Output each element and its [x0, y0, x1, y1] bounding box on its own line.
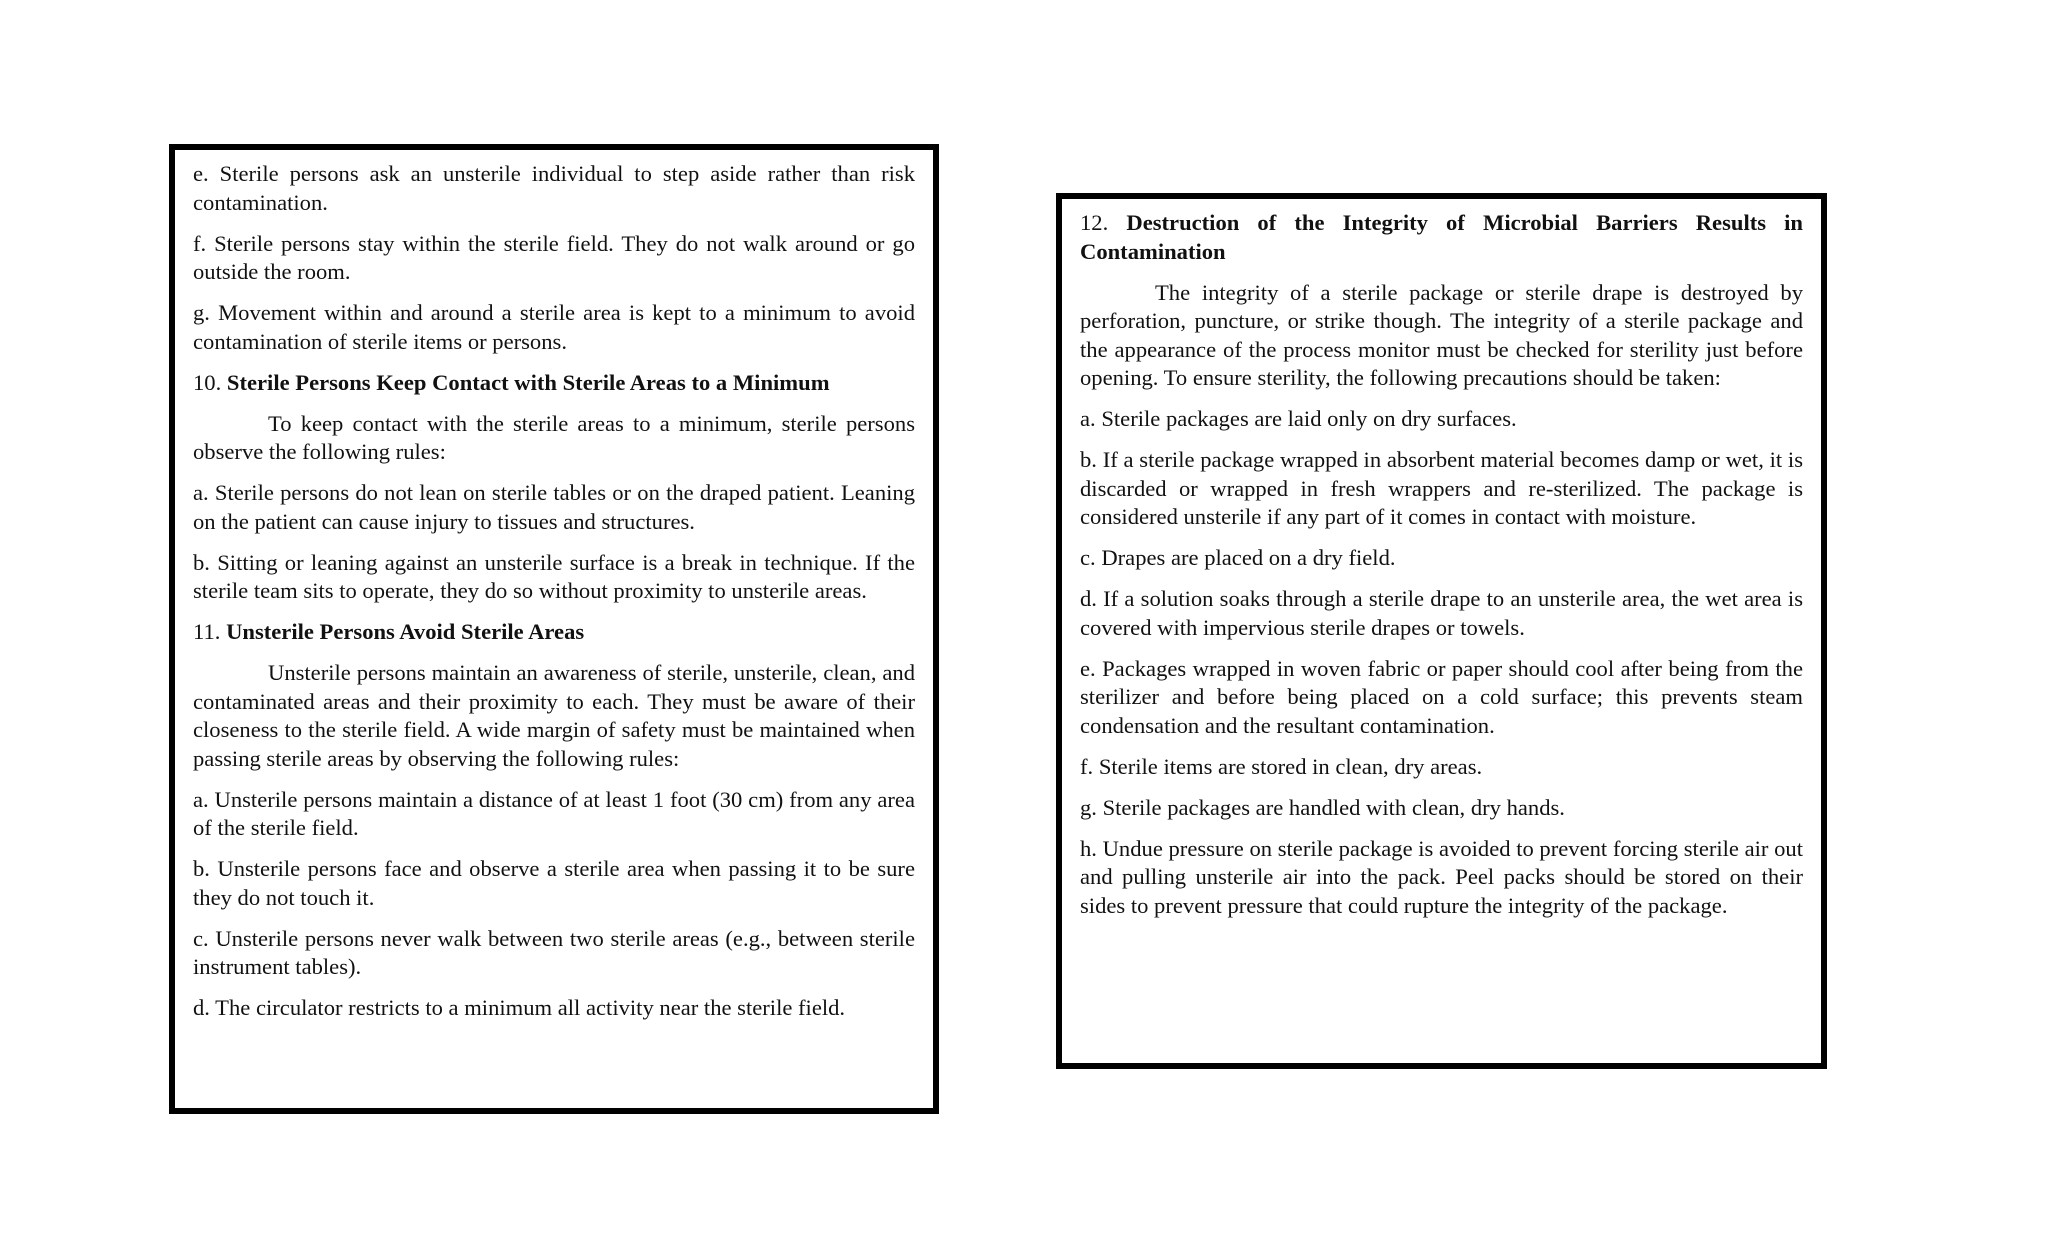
section-intro: Unsterile persons maintain an awareness of sterile, unsterile, clean, and contaminated areas and their proximity to each. They must be aware of their closeness to the sterile field. A wide margin of safety must be maintained when passing sterile areas by observing the following rules: [193, 660, 915, 771]
list-item: f. Sterile items are stored in clean, dry areas. [1080, 753, 1483, 779]
section-number: 12. [1080, 210, 1109, 235]
list-item: b. If a sterile package wrapped in absorbent material becomes damp or wet, it is discarded or wrapped in fresh wrappers and re-sterilized. The package is considered unsterile if any part of it comes in contact with moisture. [1080, 447, 1803, 529]
left-text-panel [169, 144, 939, 1114]
right-text-panel [1056, 193, 1827, 1069]
section-intro: To keep contact with the sterile areas to a minimum, sterile persons observe the following rules: [193, 410, 915, 464]
section-number: 11. [193, 619, 221, 644]
list-item: f. Sterile persons stay within the sterile field. They do not walk around or go outside the room. [193, 230, 915, 284]
section-title: Destruction of the Integrity of Microbial Barriers Results in Contamination [1080, 210, 1803, 264]
list-item: d. The circulator restricts to a minimum all activity near the sterile field. [193, 995, 846, 1020]
list-item: c. Drapes are placed on a dry field. [1080, 545, 1396, 570]
list-item: d. If a solution soaks through a sterile drape to an unsterile area, the wet area is covered with impervious sterile drapes or towels. [1080, 586, 1803, 640]
list-item: a. Sterile persons do not lean on sterile tables or on the draped patient. Leaning on the patient can cause injury to tissues and structures. [193, 480, 915, 534]
list-item: a. Unsterile persons maintain a distance of at least 1 foot (30 cm) from any area of the sterile field. [193, 786, 915, 840]
list-item: b. Sitting or leaning against an unsterile surface is a break in technique. If the sterile team sits to operate, they do so without proximity to unsterile areas. [193, 549, 915, 603]
section-title: Unsterile Persons Avoid Sterile Areas [226, 619, 585, 644]
section-heading-10 [193, 369, 915, 398]
section-heading-11 [193, 618, 915, 647]
section-intro: The integrity of a sterile package or sterile drape is destroyed by perforation, puncture, or strike though. The integrity of a sterile package and the appearance of the process monitor must be checked for sterility just before opening. To ensure sterility, the following precautions should be taken: [1080, 279, 1803, 390]
list-item: g. Movement within and around a sterile area is kept to a minimum to avoid contamination of sterile items or persons. [193, 300, 915, 354]
list-item: h. Undue pressure on sterile package is avoided to prevent forcing sterile air out and pulling unsterile air into the pack. Peel packs should be stored on their sides to prevent pressure that could rupture the integrity of the package. [1080, 835, 1803, 918]
list-item: g. Sterile packages are handled with clean, dry hands. [1080, 794, 1565, 820]
section-title: Sterile Persons Keep Contact with Sterile Areas to a Minimum [226, 369, 830, 395]
list-item: b. Unsterile persons face and observe a sterile area when passing it to be sure they do not touch it. [193, 856, 915, 910]
list-item: e. Sterile persons ask an unsterile individual to step aside rather than risk contamination. [193, 161, 915, 215]
section-number: 10. [193, 369, 222, 395]
list-item: e. Packages wrapped in woven fabric or paper should cool after being from the sterilizer and before being placed on a cold surface; this prevents steam condensation and the resultant contamination. [1080, 655, 1803, 738]
list-item: c. Unsterile persons never walk between two sterile areas (e.g., between sterile instrument tables). [193, 925, 915, 979]
list-item: a. Sterile packages are laid only on dry surfaces. [1080, 406, 1517, 431]
section-heading-12 [1080, 209, 1803, 266]
